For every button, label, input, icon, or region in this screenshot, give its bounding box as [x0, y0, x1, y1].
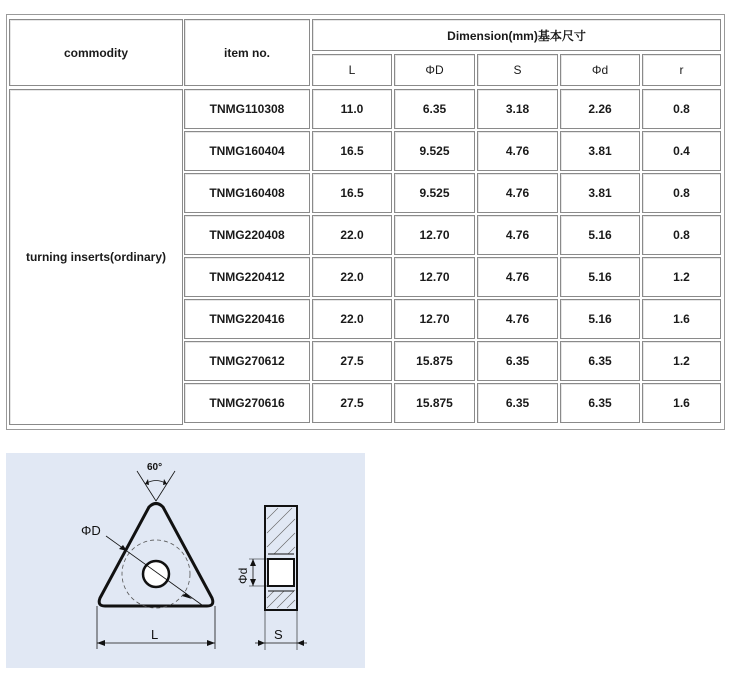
cell-L: 16.5	[312, 173, 392, 213]
header-item-no: item no.	[184, 19, 310, 86]
cell-L: 27.5	[312, 341, 392, 381]
cell-D: 12.70	[394, 299, 475, 339]
header-commodity: commodity	[9, 19, 183, 86]
cell-d: 6.35	[560, 341, 640, 381]
cell-S: 6.35	[477, 383, 558, 423]
cell-r: 1.6	[642, 299, 721, 339]
cell-L: 22.0	[312, 215, 392, 255]
triangle-insert-outline	[99, 504, 213, 607]
cell-d: 5.16	[560, 299, 640, 339]
cell-D: 12.70	[394, 215, 475, 255]
cell-d: 6.35	[560, 383, 640, 423]
cell-d: 5.16	[560, 215, 640, 255]
cell-S: 4.76	[477, 173, 558, 213]
cell-item-no: TNMG160404	[184, 131, 310, 171]
cell-item-no: TNMG270612	[184, 341, 310, 381]
angle-label: 60°	[147, 462, 163, 473]
cell-r: 0.8	[642, 173, 721, 213]
cell-d: 3.81	[560, 131, 640, 171]
hole-d-label: Φd	[236, 567, 250, 584]
header-col-D: ΦD	[394, 54, 475, 86]
length-L-label: L	[151, 627, 159, 642]
cell-item-no: TNMG220416	[184, 299, 310, 339]
cell-d: 2.26	[560, 89, 640, 129]
cell-S: 4.76	[477, 299, 558, 339]
cell-item-no: TNMG270616	[184, 383, 310, 423]
cell-D: 12.70	[394, 257, 475, 297]
center-hole	[143, 561, 169, 587]
header-col-r: r	[642, 54, 721, 86]
cell-r: 0.8	[642, 89, 721, 129]
header-col-S: S	[477, 54, 558, 86]
header-col-L: L	[312, 54, 392, 86]
spec-table	[6, 14, 725, 430]
cell-r: 0.8	[642, 215, 721, 255]
diameter-D-label: ΦD	[81, 523, 101, 538]
cell-item-no: TNMG160408	[184, 173, 310, 213]
cell-D: 9.525	[394, 131, 475, 171]
cell-d: 5.16	[560, 257, 640, 297]
thickness-S-label: S	[274, 627, 283, 642]
cell-L: 22.0	[312, 257, 392, 297]
insert-drawing	[6, 453, 365, 668]
cell-S: 6.35	[477, 341, 558, 381]
header-dimension-group: Dimension(mm)基本尺寸	[312, 19, 721, 51]
cell-r: 0.4	[642, 131, 721, 171]
cell-D: 15.875	[394, 383, 475, 423]
cell-item-no: TNMG220412	[184, 257, 310, 297]
cell-L: 22.0	[312, 299, 392, 339]
cell-D: 9.525	[394, 173, 475, 213]
cell-L: 27.5	[312, 383, 392, 423]
header-col-d: Φd	[560, 54, 640, 86]
cell-L: 16.5	[312, 131, 392, 171]
cell-item-no: TNMG220408	[184, 215, 310, 255]
cell-S: 4.76	[477, 257, 558, 297]
cell-item-no: TNMG110308	[184, 89, 310, 129]
insert-diagram	[6, 453, 365, 668]
cell-r: 1.6	[642, 383, 721, 423]
cell-D: 15.875	[394, 341, 475, 381]
cell-S: 3.18	[477, 89, 558, 129]
cell-S: 4.76	[477, 131, 558, 171]
cell-r: 1.2	[642, 341, 721, 381]
commodity-name: turning inserts(ordinary)	[9, 89, 183, 425]
cell-d: 3.81	[560, 173, 640, 213]
cell-L: 11.0	[312, 89, 392, 129]
cell-r: 1.2	[642, 257, 721, 297]
side-view-hole	[268, 559, 294, 586]
cell-S: 4.76	[477, 215, 558, 255]
cell-D: 6.35	[394, 89, 475, 129]
